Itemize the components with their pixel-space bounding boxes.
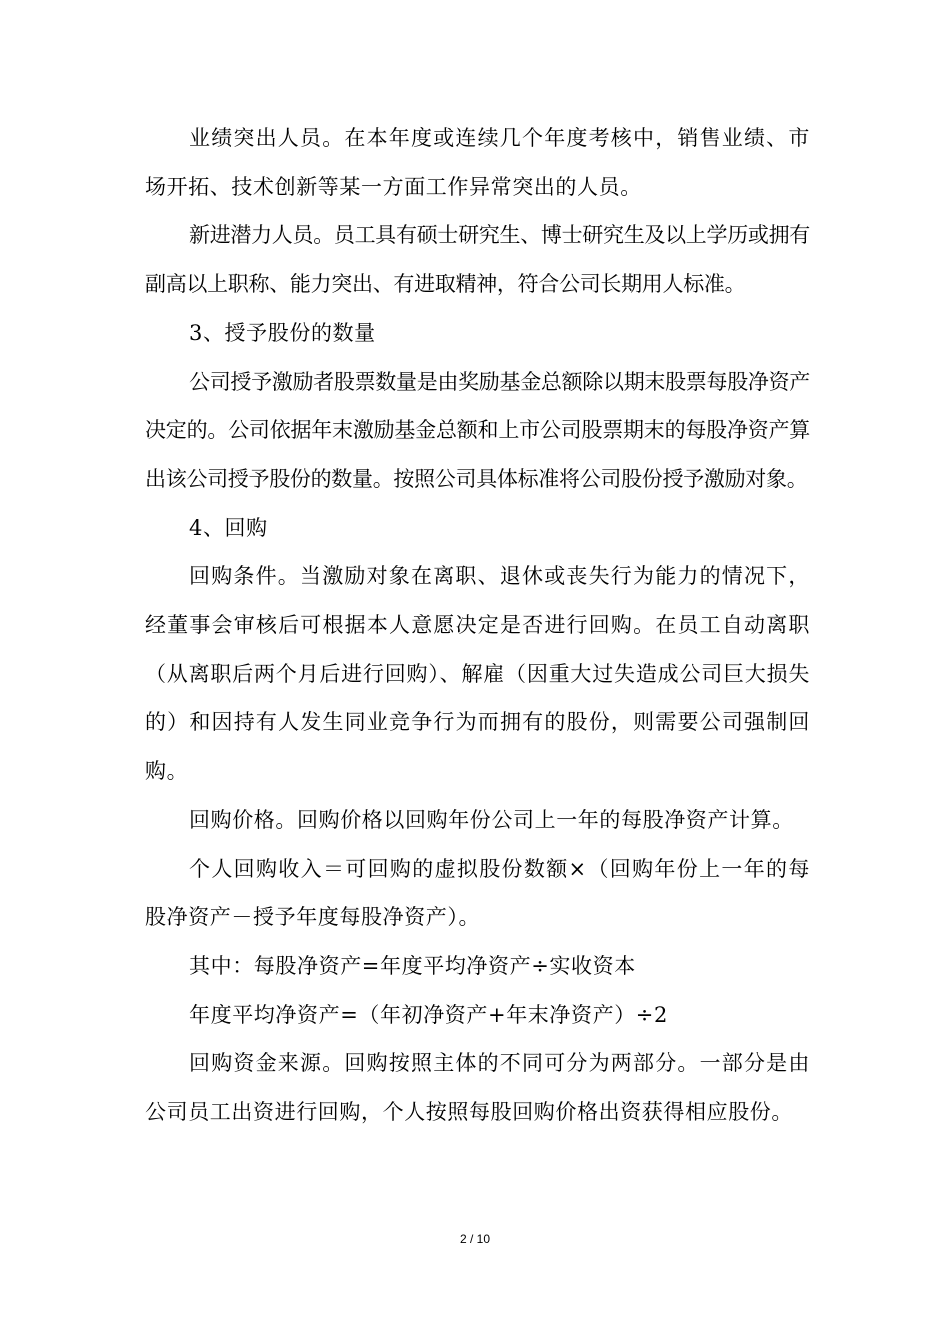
section-heading-buyback: 4、回购 [189,515,268,540]
paragraph-share-quantity: 公司授予激励者股票数量是由奖励基金总额除以期末股票每股净资产决定的。公司依据年末激励基金总额和上市公司股票期末的每股净资产算出该公司授予股份的数量。按照公司具体标准将公司股份授予激励对象。 [145,369,810,491]
document-body [145,114,810,1137]
paragraph-buyback-conditions: 回购条件。当激励对象在离职、退休或丧失行为能力的情况下，经董事会审核后可根据本人意愿决定是否进行回购。在员工自动离职（从离职后两个月后进行回购）、解雇（因重大过失造成公司巨大损失的）和因持有人发生同业竞争行为而拥有的股份，则需要公司强制回购。 [145,564,810,784]
paragraph-outstanding-performers: 业绩突出人员。在本年度或连续几个年度考核中，销售业绩、市场开拓、技术创新等某一方面工作异常突出的人员。 [145,126,810,199]
paragraph-buyback-income: 个人回购收入＝可回购的虚拟股份数额×（回购年份上一年的每股净资产－授予年度每股净资产）。 [145,856,810,930]
paragraph-buyback-price: 回购价格。回购价格以回购年份公司上一年的每股净资产计算。 [189,807,794,832]
paragraph-potential-hires: 新进潜力人员。员工具有硕士研究生、博士研究生及以上学历或拥有副高以上职称、能力突出、有进取精神，符合公司长期用人标准。 [145,223,810,297]
paragraph-buyback-funding: 回购资金来源。回购按照主体的不同可分为两部分。一部分是由公司员工出资进行回购，个人按照每股回购价格出资获得相应股份。 [145,1051,810,1125]
formula-average-net-assets: 年度平均净资产=（年初净资产+年末净资产）÷2 [189,1002,668,1027]
section-heading-share-quantity: 3、授予股份的数量 [189,320,376,345]
formula-net-assets-per-share: 其中：每股净资产=年度平均净资产÷实收资本 [189,953,636,978]
page-number: 2 / 10 [459,1232,491,1246]
